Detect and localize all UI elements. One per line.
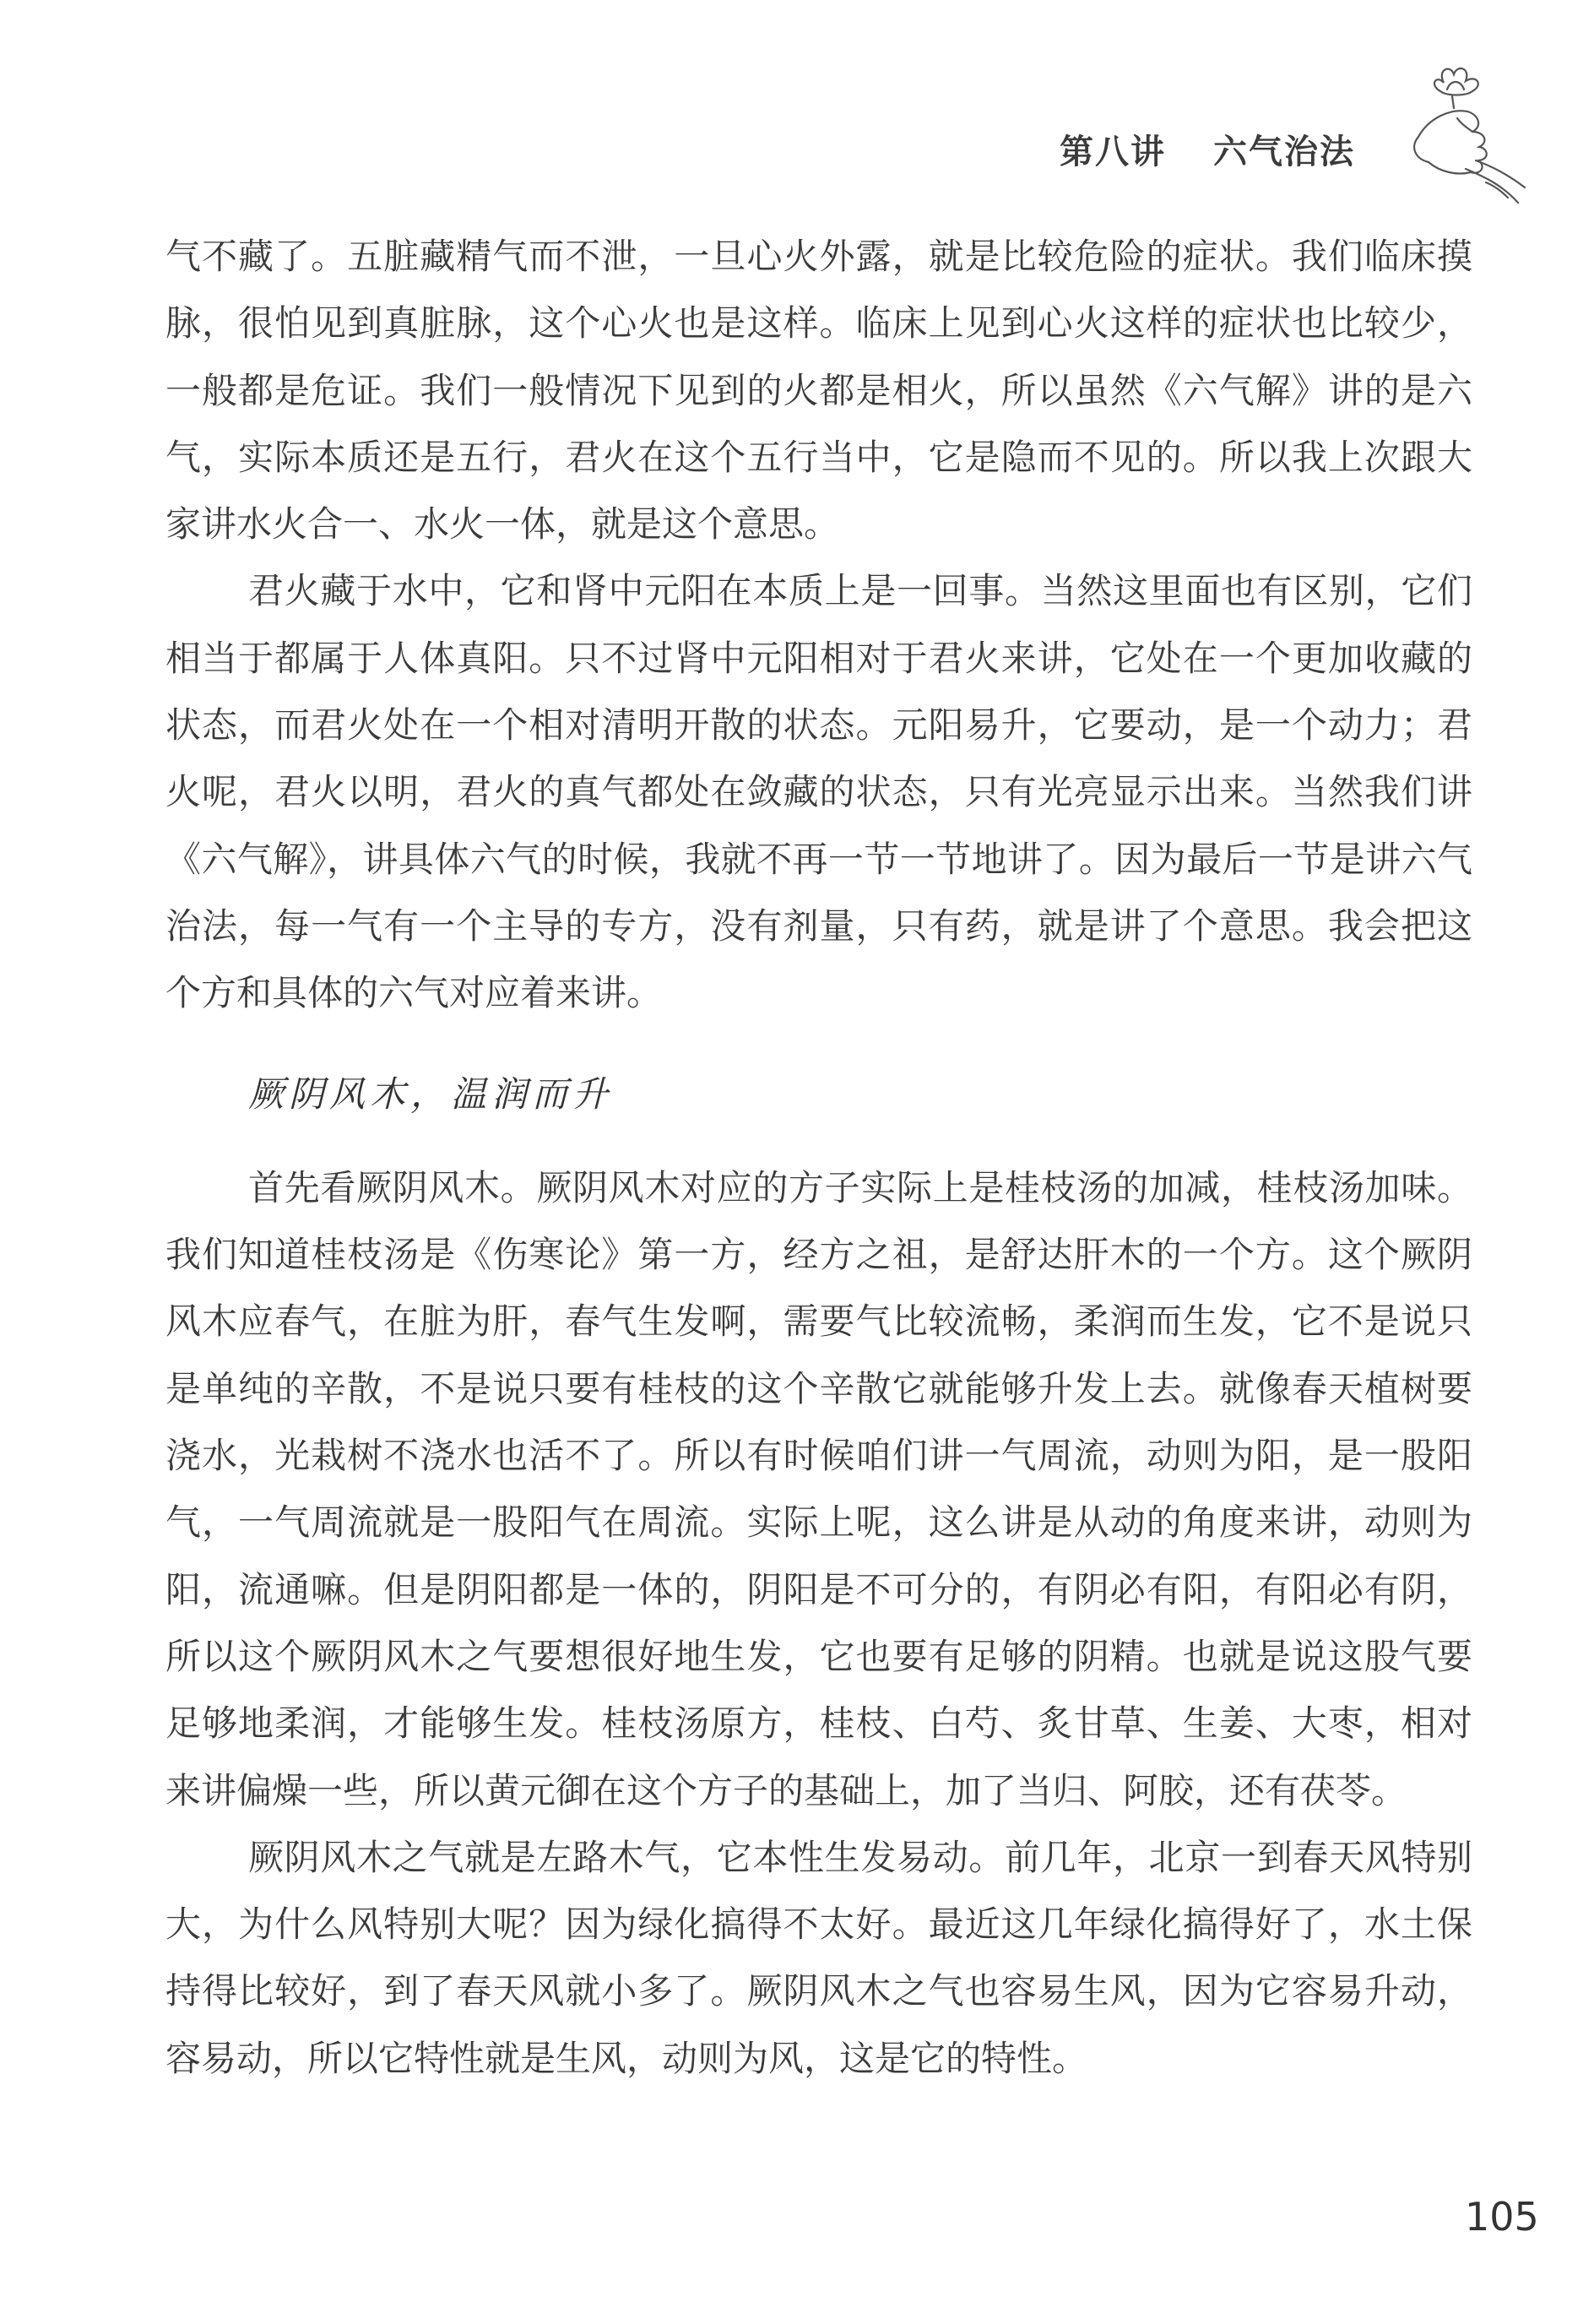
chapter-title: 六气治法 [1213, 132, 1355, 171]
paragraph-4: 厥阴风木之气就是左路木气，它本性生发易动。前几年，北京一到春天风特别大，为什么风特别大呢？因为绿化搞得不太好。最近这几年绿化搞得好了，水土保持得比较好，到了春天风就小多了。厥阴风木之气也容易生风，因为它容易升动，容易动，所以它特性就是生风，动则为风，这是它的特性。 [165, 1836, 1472, 2079]
page-body [165, 223, 1472, 2092]
lotus-hand-icon [1385, 59, 1528, 207]
section-heading: 厥阴风木，温润而升 [248, 1072, 614, 1115]
running-header [1060, 125, 1355, 173]
lecture-label: 第八讲 [1060, 132, 1166, 171]
paragraph-1: 气不藏了。五脏藏精气而不泄，一旦心火外露，就是比较危险的症状。我们临床摸脉，很怕见到真脏脉，这个心火也是这样。临床上见到心火这样的症状也比较少，一般都是危证。我们一般情况下见到的火都是相火，所以虽然《六气解》讲的是六气，实际本质还是五行，君火在这个五行当中，它是隐而不见的。所以我上次跟大家讲水火合一、水火一体，就是这个意思。 [165, 236, 1472, 546]
paragraph-3: 首先看厥阴风木。厥阴风木对应的方子实际上是桂枝汤的加减，桂枝汤加味。我们知道桂枝汤是《伤寒论》第一方，经方之祖，是舒达肝木的一个方。这个厥阴风木应春气，在脏为肝，春气生发啊，需要气比较流畅，柔润而生发，它不是说只是单纯的辛散，不是说只要有桂枝的这个辛散它就能够升发上去。就像春天植树要浇水，光栽树不浇水也活不了。所以有时候咱们讲一气周流，动则为阳，是一股阳气，一气周流就是一股阳气在周流。实际上呢，这么讲是从动的角度来讲，动则为阳，流通嘛。但是阴阳都是一体的，阴阳是不可分的，有阴必有阳，有阳必有阴，所以这个厥阴风木之气要想很好地生发，它也要有足够的阴精。也就是说这股气要足够地柔润，才能够生发。桂枝汤原方，桂枝、白芍、炙甘草、生姜、大枣，相对来讲偏燥一些，所以黄元御在这个方子的基础上，加了当归、阿胶，还有茯苓。 [165, 1166, 1472, 1811]
paragraph-2: 君火藏于水中，它和肾中元阳在本质上是一回事。当然这里面也有区别，它们相当于都属于人体真阳。只不过肾中元阳相对于君火来讲，它处在一个更加收藏的状态，而君火处在一个相对清明开散的状态。元阳易升，它要动，是一个动力；君火呢，君火以明，君火的真气都处在敛藏的状态，只有光亮显示出来。当然我们讲《六气解》，讲具体六气的时候，我就不再一节一节地讲了。因为最后一节是讲六气治法，每一气有一个主导的专方，没有剂量，只有药，就是讲了个意思。我会把这个方和具体的六气对应着来讲。 [165, 570, 1472, 1014]
page-number: 105 [1465, 2194, 1539, 2240]
